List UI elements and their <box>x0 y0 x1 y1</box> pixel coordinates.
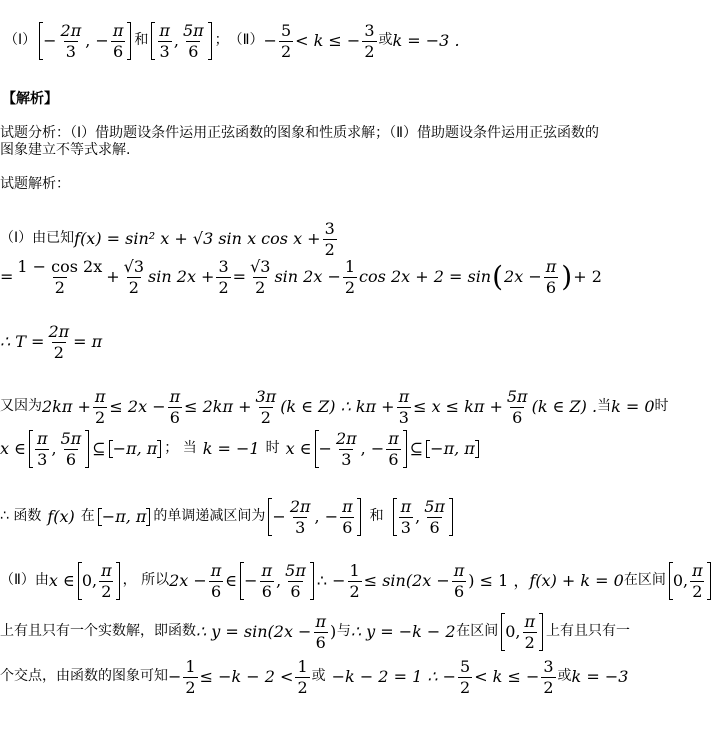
fraction: $\frac{\pi}{6}$ <box>112 21 124 61</box>
fraction: $\frac{\pi}{2}$ <box>692 561 703 601</box>
fraction: $\frac{1}{2}$ <box>185 657 196 697</box>
analysis-heading: 【解析】 <box>2 91 58 107</box>
fraction: $\frac{5\pi}{6}$ <box>182 21 204 61</box>
step-2-mid1: sin 2x + <box>148 267 215 287</box>
interval-bracket: 0, $\frac{\pi}{2}$ <box>669 562 711 600</box>
fraction: $\frac{\pi}{6}$ <box>210 561 222 601</box>
interval-bracket: 0, $\frac{\pi}{2}$ <box>78 562 120 600</box>
answer-part1-label: （Ⅰ） <box>4 32 37 49</box>
answer-line: （Ⅰ） − $\frac{2\pi}{3}$ , − $\frac{\pi}{6}$ 和 $\frac{\pi}{3}$ , $\frac{5\pi}{6}$ ； （Ⅱ） − $\frac{5}{2}$ < k ≤ − $\frac{3}{2}$ 或 k = −3 . <box>4 21 460 61</box>
fraction: $\frac{2\pi}{3}$ <box>335 429 357 469</box>
step-1-prefix: （Ⅰ）由已知 <box>0 230 75 247</box>
interval-bracket: −π, π <box>98 508 151 526</box>
interval-bracket: −π, π <box>426 440 479 458</box>
interval-bracket: 0, $\frac{\pi}{2}$ <box>501 613 543 651</box>
step-6: ∴ 函数 f(x) 在 −π, π 的单调递减区间为 − $\frac{2\pi}{3}$ , − $\frac{\pi}{6}$ 和 $\frac{\pi}{3}$ , $\frac{5\pi}{6}$ <box>0 498 630 536</box>
fraction: $\frac{5}{2}$ <box>280 21 292 61</box>
fraction: $\frac{√3}{2}$ <box>123 257 145 297</box>
step-3-rhs: = π <box>73 332 103 352</box>
fraction: $\frac{2\pi}{3}$ <box>289 497 311 537</box>
answer-interval-1: − $\frac{2\pi}{3}$ , − $\frac{\pi}{6}$ <box>39 22 131 60</box>
interval-bracket: − $\frac{2\pi}{3}$ , − $\frac{\pi}{6}$ <box>315 430 407 468</box>
fraction: $\frac{5\pi}{6}$ <box>424 497 445 537</box>
step-3 <box>0 323 630 361</box>
fraction: $\frac{\pi}{3}$ <box>400 497 412 537</box>
fraction: $\frac{3}{2}$ <box>324 219 335 259</box>
fraction: $\frac{1}{2}$ <box>344 257 356 297</box>
interval-bracket: − $\frac{2\pi}{3}$ , − $\frac{\pi}{6}$ <box>268 498 360 536</box>
fraction: $\frac{2\pi}{3}$ <box>60 21 82 61</box>
step-1 <box>0 220 630 258</box>
fraction: $\frac{2\pi}{2}$ <box>48 322 70 362</box>
fraction: $\frac{√3}{2}$ <box>250 257 271 297</box>
step-4: 又因为 2kπ + $\frac{\pi}{2}$ ≤ 2x − $\frac{\pi}{6}$ ≤ 2kπ + $\frac{3\pi}{2}$ (k ∈ Z) ∴ kπ + $\frac{\pi}{3}$ ≤ x ≤ kπ + $\frac{5\pi}{6}$ (k ∈ Z) . 当 k = 0 时 <box>0 387 669 427</box>
fraction: $\frac{1 - \cos 2x}{2}$ <box>17 257 103 297</box>
fraction: $\frac{1}{2}$ <box>297 657 308 697</box>
interval-bracket: $\frac{\pi}{3}$ , $\frac{5\pi}{6}$ <box>29 430 89 468</box>
fraction: $\frac{\pi}{6}$ <box>169 387 181 427</box>
step-1-expr: f(x) = sin² x + √3 sin x cos x + <box>74 229 321 249</box>
fraction: $\frac{\pi}{2}$ <box>94 387 106 427</box>
analysis-text-line-2: 图象建立不等式求解. <box>0 142 131 158</box>
answer-interval-2: $\frac{\pi}{3}$ , $\frac{5\pi}{6}$ <box>151 22 211 60</box>
fraction: $\frac{\pi}{6}$ <box>261 561 273 601</box>
step-8: 上有且只有一个实数解，即函数 ∴ y = sin(2x − $\frac{\pi}{6}$ ) 与 ∴ y = −k − 2 在区间 0, $\frac{\pi}{2}$ 上有且只有一 <box>0 612 630 652</box>
fraction: $\frac{\pi}{6}$ <box>315 612 326 652</box>
fraction: $\frac{\pi}{3}$ <box>36 429 48 469</box>
interval-bracket: −π, π <box>109 440 162 458</box>
fraction: $\frac{\pi}{2}$ <box>524 612 535 652</box>
interval-bracket: − $\frac{\pi}{6}$ , $\frac{5\pi}{6}$ <box>240 562 314 600</box>
step-9: 个交点，由函数的图象可知 − $\frac{1}{2}$ ≤ −k − 2 < $\frac{1}{2}$ 或 −k − 2 = 1 ∴ − $\frac{5}{2}$ < k ≤ − $\frac{3}{2}$ 或 k = −3 <box>0 657 629 697</box>
step-2-tail: + 2 <box>573 267 602 287</box>
fraction: $\frac{\pi}{6}$ <box>453 561 465 601</box>
step-7: （Ⅱ）由 x ∈ 0, $\frac{\pi}{2}$ ， 所以 2x − $\frac{\pi}{6}$ ∈ − $\frac{\pi}{6}$ , $\frac{5\pi}{6}$ ∴ − $\frac{1}{2}$ ≤ sin(2x − $\frac{\pi}{6}$ ) ≤ 1 ， f(x) + k = 0 在区间 0, $\frac{\pi}{2}$ <box>0 562 630 600</box>
step-3-lhs: ∴ T = <box>0 332 45 352</box>
fraction: $\frac{5\pi}{6}$ <box>60 429 82 469</box>
fraction: $\frac{\pi}{3}$ <box>159 21 170 61</box>
fraction: $\frac{\pi}{6}$ <box>342 497 353 537</box>
analysis-text-line-1: 试题分析：（Ⅰ）借助题设条件运用正弦函数的图象和性质求解；（Ⅱ）借助题设条件运用正弦函数的 <box>0 125 600 141</box>
step-2-inner: 2x − <box>504 267 542 287</box>
step-5: x ∈ $\frac{\pi}{3}$ , $\frac{5\pi}{6}$ ⊆ −π, π ； 当 k = −1 时 x ∈ − $\frac{2\pi}{3}$ , − $\frac{\pi}{6}$ ⊆ −π, π <box>0 430 630 468</box>
fraction: $\frac{1}{2}$ <box>349 561 360 601</box>
fraction: $\frac{\pi}{2}$ <box>101 561 112 601</box>
answer-tail: k = −3 . <box>392 31 460 51</box>
answer-and: 和 <box>134 32 149 49</box>
fraction: $\frac{\pi}{6}$ <box>545 257 557 297</box>
answer-sep: ； <box>214 32 229 49</box>
fraction: $\frac{5\pi}{6}$ <box>506 387 528 427</box>
step-2: = $\frac{1 - \cos 2x}{2}$ + $\frac{√3}{2}$ sin 2x + $\frac{3}{2}$ = $\frac{√3}{2}$ sin 2x − $\frac{1}{2}$ cos 2x + 2 = sin ( 2x − $\frac{\pi}{6}$ ) + 2 <box>0 257 602 297</box>
step-4-prefix: 又因为 <box>0 398 42 415</box>
interval-bracket: $\frac{\pi}{3}$ , $\frac{5\pi}{6}$ <box>393 498 453 536</box>
answer-part2-label: （Ⅱ） <box>228 32 264 49</box>
step-2-mid3: cos 2x + 2 = sin <box>359 267 492 287</box>
fraction: $\frac{3}{2}$ <box>218 257 229 297</box>
fraction: $\frac{\pi}{6}$ <box>388 429 399 469</box>
answer-or: 或 <box>378 32 393 49</box>
step-2-mid2: sin 2x − <box>274 267 341 287</box>
fraction: $\frac{5\pi}{6}$ <box>285 561 306 601</box>
fraction: $\frac{\pi}{3}$ <box>398 387 410 427</box>
fraction: $\frac{3}{2}$ <box>543 657 554 697</box>
fraction: $\frac{3}{2}$ <box>364 21 375 61</box>
fraction: $\frac{3\pi}{2}$ <box>255 387 277 427</box>
solution-heading: 试题解析： <box>0 176 70 192</box>
fraction: $\frac{5}{2}$ <box>460 657 471 697</box>
